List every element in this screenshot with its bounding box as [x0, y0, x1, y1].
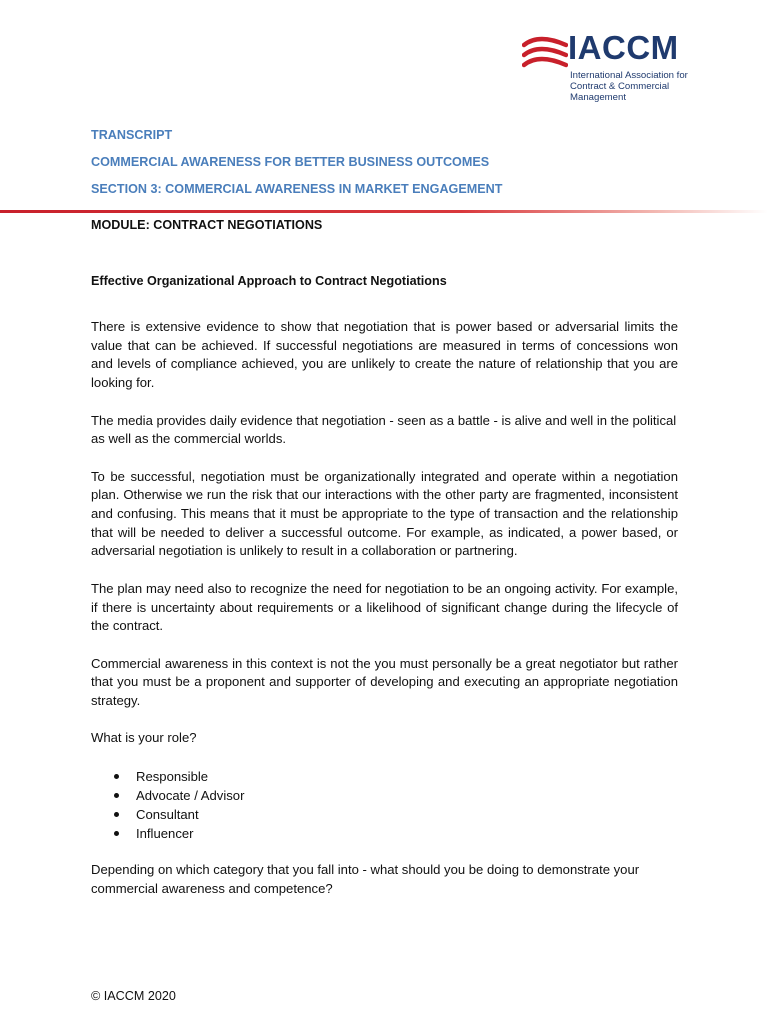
- logo-wordmark: IACCM: [568, 29, 679, 66]
- header-section-title: SECTION 3: COMMERCIAL AWARENESS IN MARKET ENGAGEMENT: [91, 182, 503, 196]
- header-transcript: TRANSCRIPT: [91, 128, 173, 142]
- paragraph: To be successful, negotiation must be organizationally integrated and operate within a negotiation plan. Otherwise we run the risk that our interactions with the other party are fragmented, inconsistent and confusing. This means that it must be appropriate to the type of transaction and the relationship that will be needed to deliver a successful outcome. For example, as indicated, a power based, or adversarial negotiation is unlikely to result in a collaboration or partnering.: [91, 468, 678, 559]
- bullet-icon: [114, 812, 119, 817]
- role-question: What is your role?: [91, 730, 197, 746]
- paragraph: There is extensive evidence to show that negotiation that is power based or adversarial limits the value that can be achieved. If successful negotiations are measured in terms of concessions won and levels of compliance achieved, you are unlikely to create the nature of relationship that you are looking for.: [91, 319, 678, 391]
- logo-waves-icon: [522, 36, 568, 72]
- module-title: MODULE: CONTRACT NEGOTIATIONS: [91, 218, 323, 232]
- role-label: Consultant: [136, 806, 199, 822]
- body-heading: Effective Organizational Approach to Contract Negotiations: [91, 274, 447, 288]
- paragraph: Commercial awareness in this context is not the you must personally be a great negotiator but rather that you must be a proponent and supporter of developing and executing an appropriate negotiation strategy.: [91, 655, 678, 708]
- logo-subtitle: International Association for Contract & Commercial Management: [570, 70, 688, 103]
- bullet-icon: [114, 831, 119, 836]
- role-label: Advocate / Advisor: [136, 787, 245, 803]
- role-label: Influencer: [136, 825, 194, 841]
- paragraph: The plan may need also to recognize the need for negotiation to be an ongoing activity. For example, if there is uncertainty about requirements or a likelihood of significant change during the lifecycle of the contract.: [91, 580, 678, 634]
- header-divider: [0, 210, 768, 213]
- list-item: [91, 805, 678, 824]
- iaccm-logo: [522, 29, 722, 108]
- document-header: [91, 126, 502, 207]
- header-course-title: COMMERCIAL AWARENESS FOR BETTER BUSINESS OUTCOMES: [91, 155, 490, 169]
- document-body: [91, 272, 678, 918]
- role-label: Responsible: [136, 768, 209, 784]
- bullet-icon: [114, 793, 119, 798]
- paragraph: The media provides daily evidence that negotiation - seen as a battle - is alive and well in the political as well as the commercial worlds.: [91, 412, 677, 447]
- closing-paragraph: Depending on which category that you fall into - what should you be doing to demonstrate your commercial awareness and competence?: [91, 862, 640, 897]
- bullet-icon: [114, 774, 119, 779]
- list-item: [91, 786, 678, 805]
- role-list: [91, 767, 678, 843]
- footer-copyright: © IACCM 2020: [91, 989, 176, 1003]
- list-item: [91, 767, 678, 786]
- list-item: [91, 824, 678, 843]
